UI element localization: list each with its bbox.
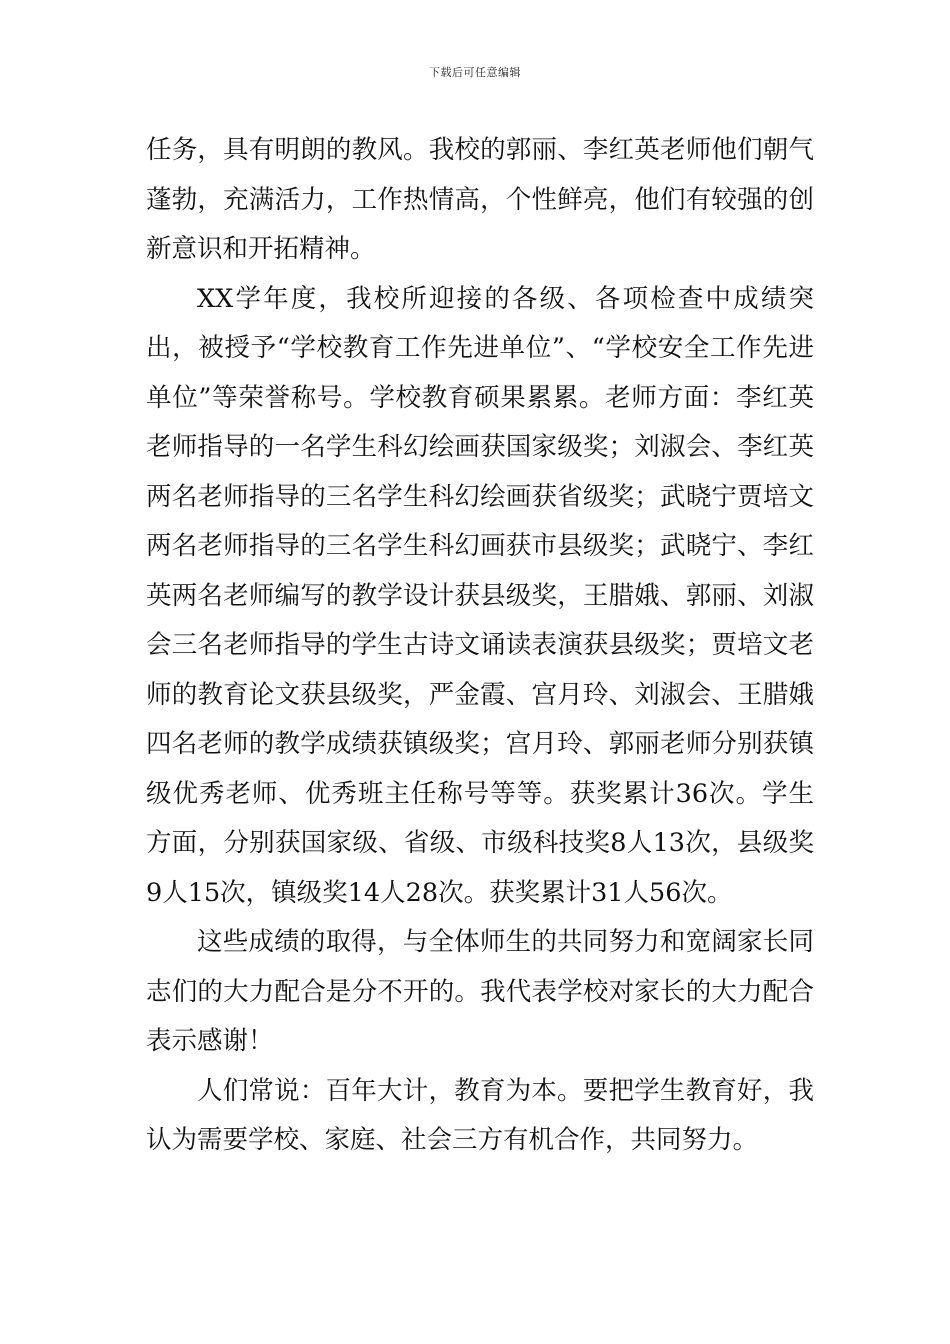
paragraph: 任务，具有明朗的教风。我校的郭丽、李红英老师他们朝气蓬勃，充满活力，工作热情高，个性鲜亮，他们有较强的创新意识和开拓精神。 [146, 135, 814, 264]
document-body [146, 126, 814, 1166]
paragraph: 这些成绩的取得，与全体师生的共同努力和宽阔家长同志们的大力配合是分不开的。我代表学校对家长的大力配合表示感谢！ [146, 927, 814, 1056]
paragraph: 人们常说：百年大计，教育为本。要把学生教育好，我认为需要学校、家庭、社会三方有机合作，共同努力。 [146, 1075, 814, 1155]
page-header: 下载后可任意编辑 [429, 66, 521, 79]
paragraph: XX学年度，我校所迎接的各级、各项检查中成绩突出，被授予“学校教育工作先进单位”、“学校安全工作先进单位”等荣誉称号。学校教育硕果累累。老师方面：李红英老师指导的一名学生科幻绘画获国家级奖；刘淑会、李红英两名老师指导的三名学生科幻绘画获省级奖；武晓宁贾培文两名老师指导的三名学生科幻画获市县级奖；武晓宁、李红英两名老师编写的教学设计获县级奖，王腊娥、郭丽、刘淑会三名老师指导的学生古诗文诵读表演获县级奖；贾培文老师的教育论文获县级奖，严金霞、宫月玲、刘淑会、王腊娥四名老师的教学成绩获镇级奖；宫月玲、郭丽老师分别获镇级优秀老师、优秀班主任称号等等。获奖累计36次。学生方面，分别获国家级、省级、市级科技奖8人13次，县级奖9人15次，镇级奖14人28次。获奖累计31人56次。 [146, 283, 814, 908]
